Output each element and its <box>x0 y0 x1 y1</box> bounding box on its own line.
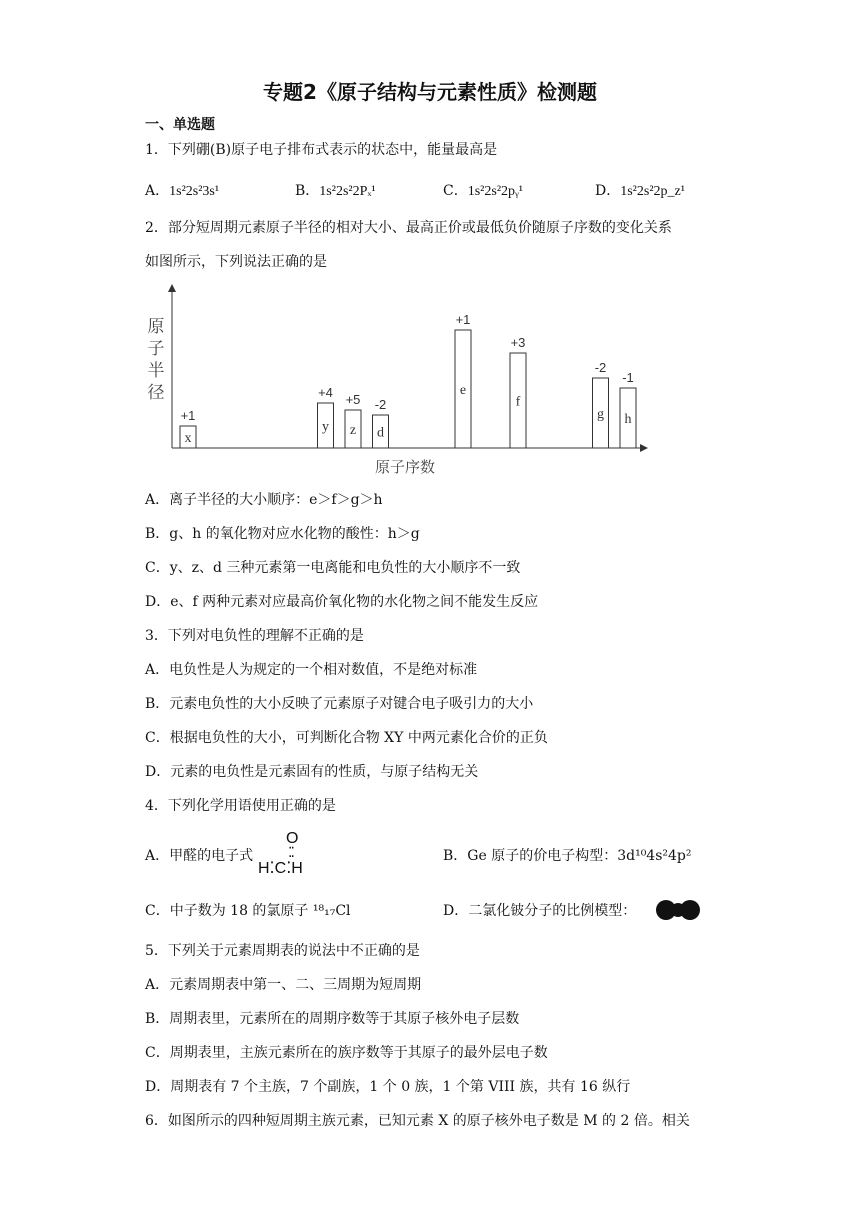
question-5-option-d: D．周期表有 7 个主族，7 个副族，1 个 0 族，1 个第 VIII 族，共有 16 纵行 <box>145 1079 631 1095</box>
option-a-label: A． <box>145 183 170 199</box>
option-a-formula: 1s²2s²3s¹ <box>169 184 220 199</box>
option-c-formula: 1s²2s²2pᵧ¹ <box>467 184 523 199</box>
x-axis-label: 原子序数 <box>374 458 436 476</box>
question-3-option-c: C．根据电负性的大小，可判断化合物 XY 中两元素化合价的正负 <box>145 730 548 746</box>
question-2-option-d: D．e、f 两种元素对应最高价氧化物的水化物之间不能发生反应 <box>145 594 539 610</box>
question-5-option-c: C．周期表里，主族元素所在的族序数等于其原子的最外层电子数 <box>145 1045 548 1061</box>
bar-label-z: z <box>349 423 357 438</box>
y-axis-label-char: 子 <box>147 339 165 359</box>
question-2-stem-line-1: 2．部分短周期元素原子半径的相对大小、最高正价或最低负价随原子序数的变化关系 <box>145 220 672 236</box>
question-4-option-d: D．二氯化铍分子的比例模型： <box>443 903 637 919</box>
valence-label-x: +1 <box>180 408 196 423</box>
lewis-h-c-h: H⁚C⁚H <box>258 860 303 877</box>
question-5-option-a: A．元素周期表中第一、二、三周期为短周期 <box>145 977 422 993</box>
y-axis-label-char: 半 <box>147 361 165 381</box>
option-d-formula: 1s²2s²2p_z¹ <box>620 184 685 199</box>
bar-label-h: h <box>624 412 632 427</box>
question-2-option-c: C．y、z、d 三种元素第一电离能和电负性的大小顺序不一致 <box>145 560 521 576</box>
question-1-stem: 1．下列硼(B)原子电子排布式表示的状态中，能量最高是 <box>145 142 498 158</box>
question-1-option-c <box>443 180 523 200</box>
question-3-stem: 3．下列对电负性的理解不正确的是 <box>145 628 364 644</box>
option-b-label: B． <box>295 183 320 199</box>
question-4-option-b: B．Ge 原子的价电子构型：3d¹⁰4s²4p² <box>443 848 692 864</box>
question-3-option-a: A．电负性是人为规定的一个相对数值，不是绝对标准 <box>145 662 478 678</box>
question-3-option-b: B．元素电负性的大小反映了元素原子对键合电子吸引力的大小 <box>145 696 534 712</box>
valence-label-h: -1 <box>622 370 634 385</box>
valence-label-g: -2 <box>594 360 607 375</box>
question-5-stem: 5．下列关于元素周期表的说法中不正确的是 <box>145 943 420 959</box>
question-1-option-b <box>295 180 376 200</box>
bar-label-f: f <box>515 394 521 410</box>
chart-bars <box>180 312 636 448</box>
question-3-option-d: D．元素的电负性是元素固有的性质，与原子结构无关 <box>145 764 479 780</box>
option-b-formula: 1s²2s²2Pₓ¹ <box>319 184 376 199</box>
y-axis-label-char: 原 <box>147 317 165 337</box>
question-4-stem: 4．下列化学用语使用正确的是 <box>145 798 336 814</box>
valence-label-y: +4 <box>318 385 333 400</box>
bar-label-d: d <box>377 425 384 441</box>
lewis-oxygen: O <box>286 830 299 847</box>
question-5-option-b: B．周期表里，元素所在的周期序数等于其原子核外电子层数 <box>145 1011 520 1027</box>
lewis-bond-dots: ⁚⁚ <box>288 844 293 860</box>
option-c-label: C． <box>443 183 468 199</box>
valence-label-z: +5 <box>345 392 361 407</box>
atomic-radius-chart <box>140 282 650 482</box>
valence-label-e: +1 <box>455 312 471 327</box>
y-axis-arrow <box>168 284 176 292</box>
question-4-option-c: C．中子数为 18 的氯原子 ¹⁸₁₇Cl <box>145 903 351 919</box>
section-heading: 一、单选题 <box>145 117 215 133</box>
bar-label-e: e <box>459 383 467 398</box>
bar-label-x: x <box>184 431 192 446</box>
question-1-option-a <box>145 180 219 200</box>
valence-label-f: +3 <box>510 335 526 350</box>
question-1-option-d <box>595 180 685 200</box>
page-title: 专题2《原子结构与元素性质》检测题 <box>263 80 597 104</box>
option-d-label: D． <box>595 183 621 199</box>
valence-label-d: -2 <box>374 397 387 412</box>
becl2-space-filling-model <box>655 899 701 921</box>
question-2-option-a: A．离子半径的大小顺序：e＞f＞g＞h <box>145 492 383 508</box>
question-4-option-a: A．甲醛的电子式 <box>145 848 254 864</box>
question-2-stem-line-2: 如图所示，下列说法正确的是 <box>145 254 327 270</box>
bar-label-y: y <box>322 419 329 435</box>
x-axis-arrow <box>640 444 648 452</box>
question-6-stem: 6．如图所示的四种短周期主族元素，已知元素 X 的原子核外电子数是 M 的 2 倍。相关 <box>145 1113 690 1129</box>
y-axis-label-char: 径 <box>147 383 165 403</box>
question-2-option-b: B．g、h 的氧化物对应水化物的酸性：h＞g <box>145 526 420 542</box>
bar-label-g: g <box>597 407 604 422</box>
